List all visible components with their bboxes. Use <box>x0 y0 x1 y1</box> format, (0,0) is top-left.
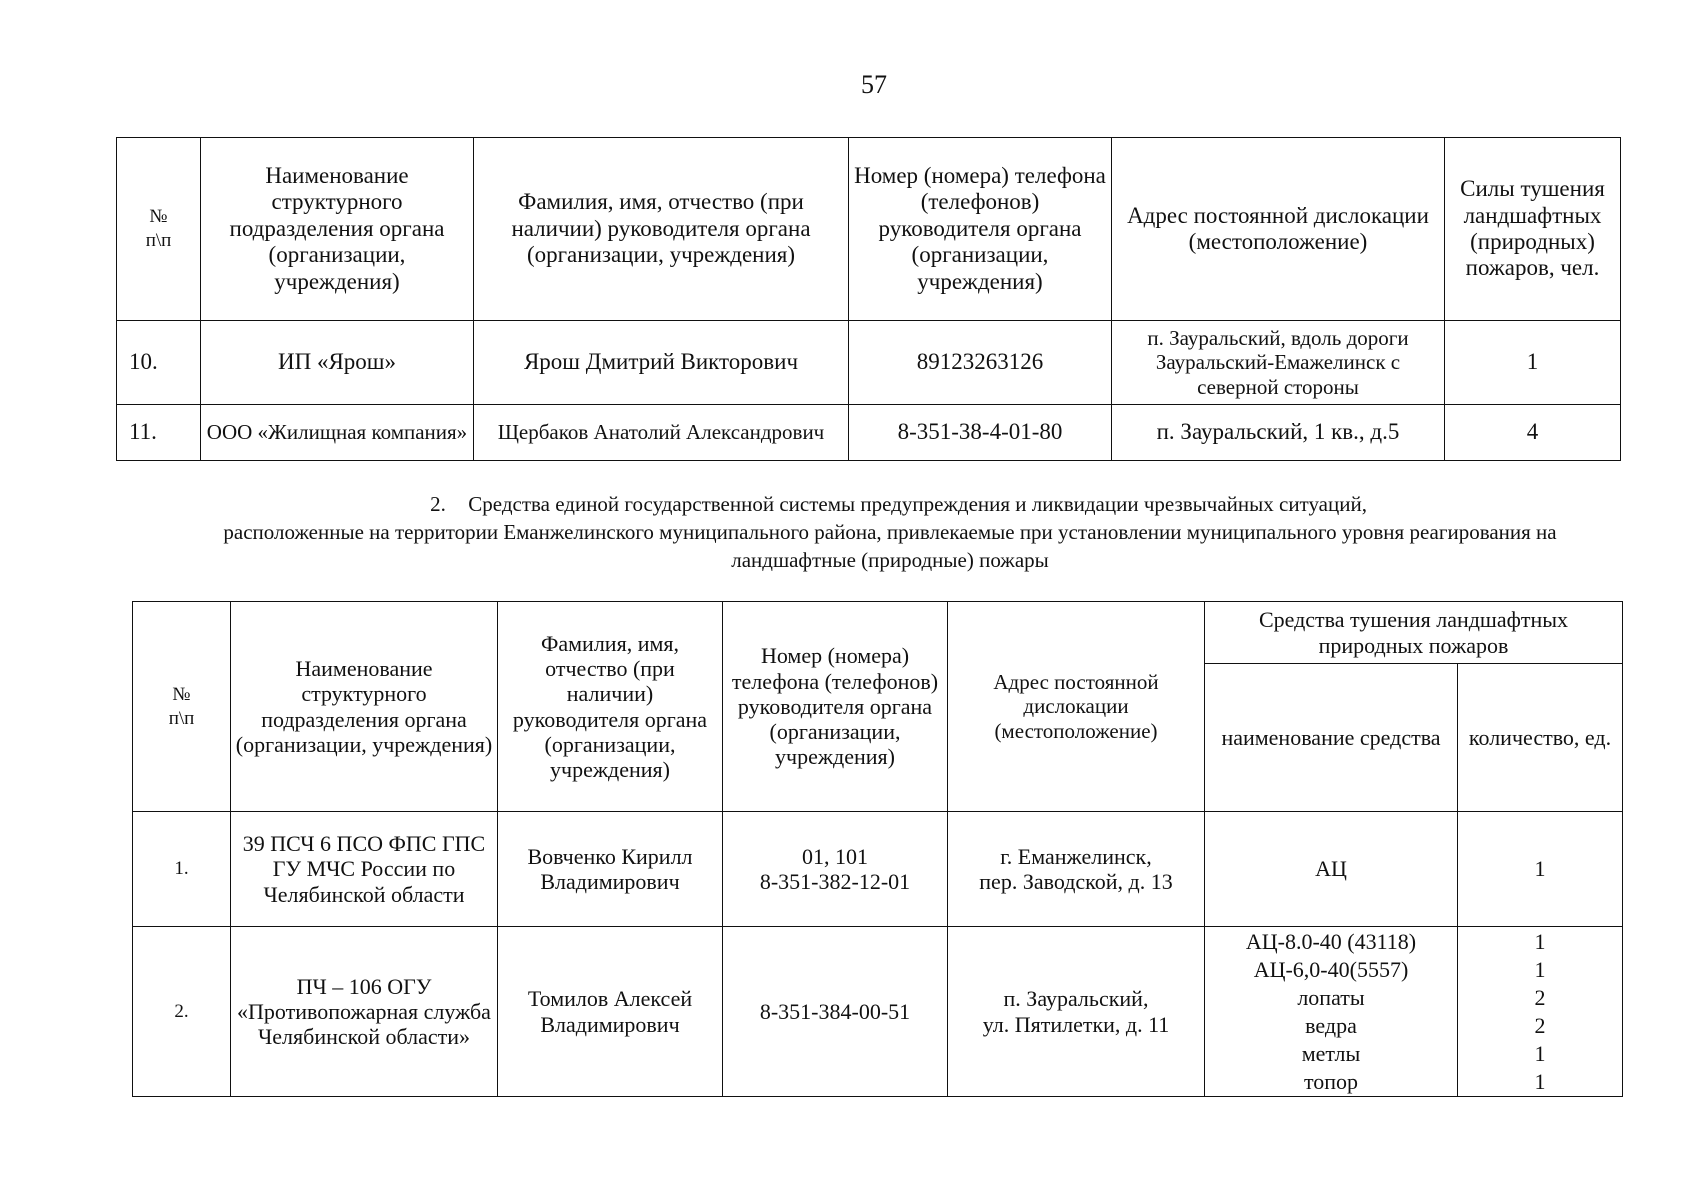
section-title-line1: Средства единой государственной системы предупреждения и ликвидации чрезвычайных ситуаций, <box>468 492 1367 516</box>
equipment-cell <box>1205 812 1458 927</box>
unit-name: ИП «Ярош» <box>201 321 474 405</box>
header-number: № п\п <box>133 602 231 812</box>
header-means-group: Средства тушения ландшафтных природных пожаров <box>1205 602 1623 664</box>
header-number: № п\п <box>117 138 201 321</box>
header-means-qty: количество, ед. <box>1458 664 1623 812</box>
header-address: Адрес постоянной дислокации (местоположение) <box>948 602 1205 812</box>
equipment-name: АЦ-6,0-40(5557) <box>1253 956 1409 982</box>
equipment-cell <box>1205 927 1458 1097</box>
equipment-qty: 1 <box>1534 856 1546 881</box>
equipment-name: АЦ-8.0-40 (43118) <box>1245 928 1417 954</box>
table-header-row <box>117 138 1621 321</box>
section-title <box>180 490 1600 574</box>
header-head-name: Фамилия, имя, отчество (при наличии) руководителя органа (организации, учреждения) <box>498 602 723 812</box>
address <box>948 812 1205 927</box>
header-unit-name: Наименование структурного подразделения органа (организации, учреждения) <box>201 138 474 321</box>
row-number: 1. <box>133 812 231 927</box>
row-number: 11. <box>117 405 201 461</box>
head-name: Вовченко Кирилл Владимирович <box>498 812 723 927</box>
equipment-name: ведра <box>1305 1012 1357 1038</box>
header-unit-name: Наименование структурного подразделения органа (организации, учреждения) <box>231 602 498 812</box>
section-number: 2. <box>430 492 446 516</box>
equipment-qty: 1 <box>1534 956 1546 982</box>
phone: 89123263126 <box>849 321 1112 405</box>
address: п. Зауральский, 1 кв., д.5 <box>1112 405 1445 461</box>
phone: 8-351-38-4-01-80 <box>849 405 1112 461</box>
table-row <box>133 812 1623 927</box>
head-name: Томилов Алексей Владимирович <box>498 927 723 1097</box>
header-address: Адрес постоянной дислокации (местоположение) <box>1112 138 1445 321</box>
equipment-qty: 1 <box>1534 1040 1546 1066</box>
address <box>948 927 1205 1097</box>
head-name: Ярош Дмитрий Викторович <box>474 321 849 405</box>
unit-name: 39 ПСЧ 6 ПСО ФПС ГПС ГУ МЧС России по Челябинской области <box>231 812 498 927</box>
quantity-cell <box>1458 927 1623 1097</box>
quantity-cell <box>1458 812 1623 927</box>
equipment-name: лопаты <box>1297 984 1365 1010</box>
address-line: пер. Заводской, д. 13 <box>979 869 1173 894</box>
forces-table <box>116 137 1621 461</box>
equipment-name: топор <box>1303 1068 1359 1094</box>
equipment-name: метлы <box>1301 1040 1361 1066</box>
forces-count: 4 <box>1445 405 1621 461</box>
equipment-qty: 2 <box>1534 1012 1546 1038</box>
table-row <box>117 321 1621 405</box>
address-line: г. Еманжелинск, <box>1000 843 1152 869</box>
page-number: 57 <box>861 70 887 99</box>
row-number: 10. <box>117 321 201 405</box>
equipment-qty: 1 <box>1534 928 1546 954</box>
equipment-qty: 2 <box>1534 984 1546 1010</box>
header-phone: Номер (номера) телефона (телефонов) руководителя органа (организации, учреждения) <box>723 602 948 812</box>
table-header-row <box>133 602 1623 664</box>
phone <box>723 812 948 927</box>
header-phone: Номер (номера) телефона (телефонов) руководителя органа (организации, учреждения) <box>849 138 1112 321</box>
row-number: 2. <box>133 927 231 1097</box>
head-name: Щербаков Анатолий Александрович <box>474 405 849 461</box>
header-forces: Силы тушения ландшафтных (природных) пожаров, чел. <box>1445 138 1621 321</box>
equipment-name: АЦ <box>1315 856 1347 881</box>
phone <box>723 927 948 1097</box>
address-line: ул. Пятилетки, д. 11 <box>982 1011 1170 1037</box>
phone-line: 01, 101 <box>802 843 868 869</box>
table-row <box>117 405 1621 461</box>
forces-count: 1 <box>1445 321 1621 405</box>
equipment-qty: 1 <box>1534 1068 1546 1094</box>
unit-name: ПЧ – 106 ОГУ «Противопожарная служба Челябинской области» <box>231 927 498 1097</box>
table-row <box>133 927 1623 1097</box>
header-head-name: Фамилия, имя, отчество (при наличии) руководителя органа (организации, учреждения) <box>474 138 849 321</box>
equipment-table <box>132 601 1623 1097</box>
phone-line: 8-351-384-00-51 <box>759 998 911 1024</box>
unit-name: ООО «Жилищная компания» <box>201 405 474 461</box>
address: п. Зауральский, вдоль дороги Зауральский-Емажелинск с северной стороны <box>1112 321 1445 405</box>
phone-line: 8-351-382-12-01 <box>759 869 911 894</box>
section-title-line2: расположенные на территории Еманжелинского муниципального района, привлекаемые при установлении муниципального уровня реагирования на ландшафтные (природные) пожары <box>223 520 1557 572</box>
address-line: п. Зауральский, <box>1003 986 1149 1012</box>
header-means-name: наименование средства <box>1205 664 1458 812</box>
